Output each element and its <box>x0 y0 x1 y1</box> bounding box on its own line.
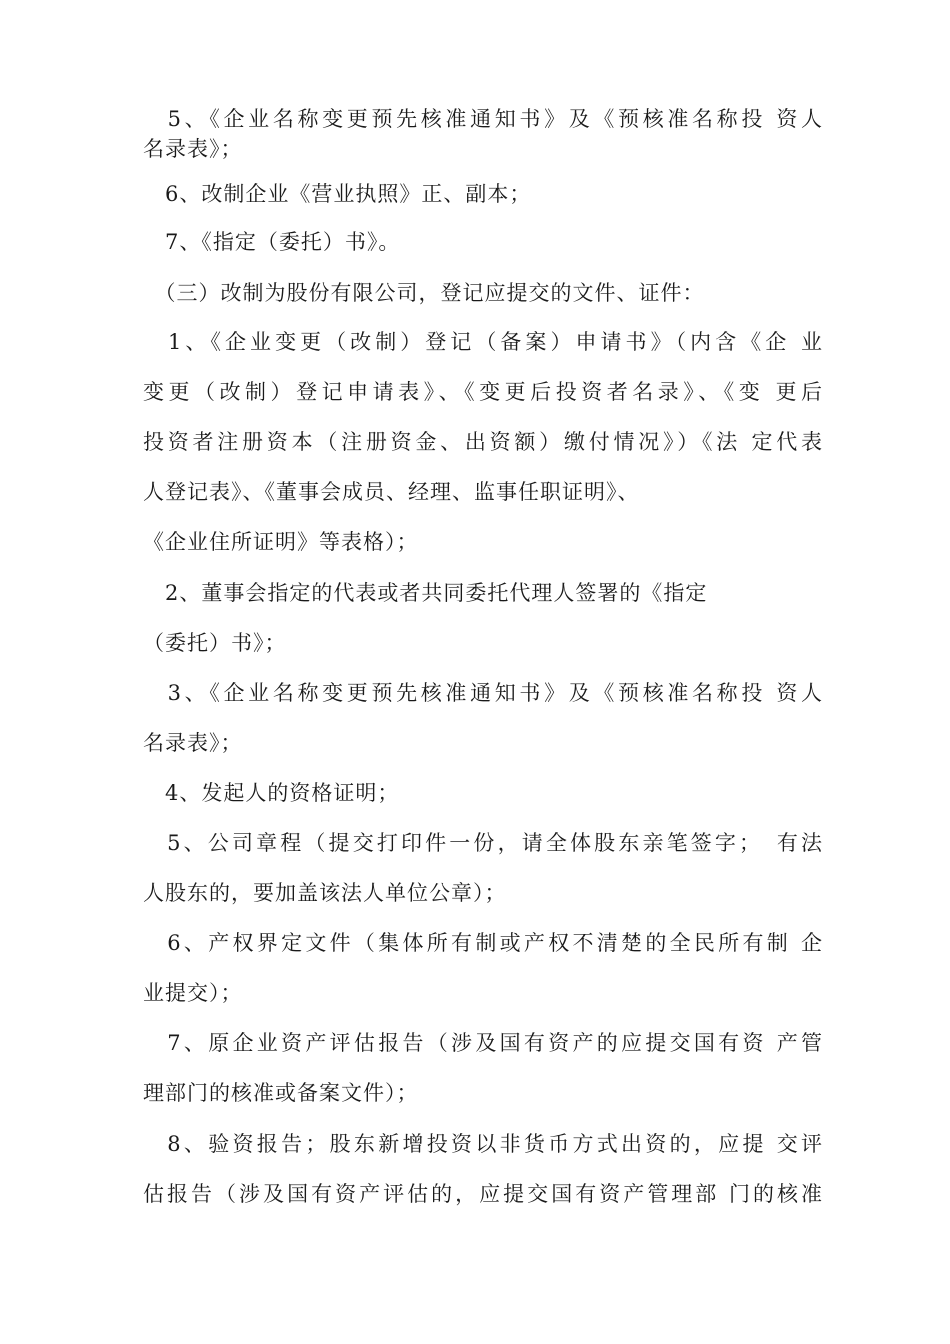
text-line: 6、改制企业《营业执照》正、副本； <box>143 182 532 206</box>
text-line: 业提交）； <box>143 981 243 1005</box>
text-line: 8、验资报告；股东新增投资以非货币方式出资的，应提 交评 <box>143 1132 823 1156</box>
text-line: 4、发起人的资格证明； <box>143 781 400 805</box>
text-line: 《企业住所证明》等表格）； <box>143 530 419 554</box>
text-line: 5、公司章程（提交打印件一份，请全体股东亲笔签字； 有法 <box>143 831 823 855</box>
text-line: 7、《指定（委托）书》。 <box>143 230 401 254</box>
text-line: 2、董事会指定的代表或者共同委托代理人签署的《指定 <box>143 581 708 605</box>
section-heading: （三）改制为股份有限公司，登记应提交的文件、证件： <box>143 281 705 305</box>
text-line: 1、《企业变更（改制）登记（备案）申请书》（内含《企 业 <box>143 330 823 354</box>
text-line: 7、原企业资产评估报告（涉及国有资产的应提交国有资 产管 <box>143 1031 823 1055</box>
text-line: 3、《企业名称变更预先核准通知书》及《预核准名称投 资人 <box>143 681 823 705</box>
text-line: 人股东的，要加盖该法人单位公章）； <box>143 881 507 905</box>
text-line: 6、产权界定文件（集体所有制或产权不清楚的全民所有制 企 <box>143 931 823 955</box>
text-line: 投资者注册资本（注册资金、出资额）缴付情况》）《法 定代表 <box>143 430 823 454</box>
text-line: 人登记表》、《董事会成员、经理、监事任职证明》、 <box>143 480 640 504</box>
text-line: 估报告（涉及国有资产评估的，应提交国有资产管理部 门的核准 <box>143 1182 823 1206</box>
text-line: 5、《企业名称变更预先核准通知书》及《预核准名称投 资人 <box>143 107 823 131</box>
text-line: 名录表》； <box>143 137 243 161</box>
text-line: （委托）书》； <box>143 631 287 655</box>
text-line: 理部门的核准或备案文件）； <box>143 1081 419 1105</box>
text-line: 变更（改制）登记申请表》、《变更后投资者名录》、《变 更后 <box>143 380 823 404</box>
text-line: 名录表》； <box>143 731 243 755</box>
